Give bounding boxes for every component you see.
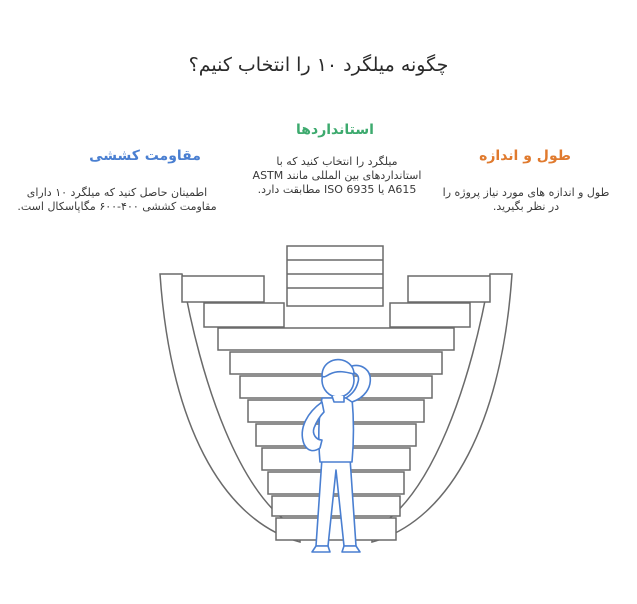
strength-description: اطمینان حاصل کنید که میلگرد ۱۰ دارای مقاومت کششی ۴۰۰-۶۰۰ مگاپاسکال است. [17, 186, 217, 213]
step-left-1 [182, 276, 264, 302]
size-description: طول و اندازه های مورد نیاز پروژه را در نظر بگیرید. [442, 186, 610, 213]
step-center-8 [272, 496, 400, 516]
diagram-title: چگونه میلگرد ۱۰ را انتخاب کنیم؟ [188, 54, 449, 76]
step-right-2 [390, 303, 470, 327]
strength-heading: مقاومت کششی [89, 148, 201, 164]
step-right-1 [408, 276, 490, 302]
step-center-9 [276, 518, 396, 540]
step-left-2 [204, 303, 284, 327]
size-heading: طول و اندازه [479, 148, 571, 164]
step-center-1 [218, 328, 454, 350]
standards-heading: استانداردها [296, 122, 374, 138]
standards-description: میلگرد را انتخاب کنید که با استانداردهای بین المللی مانند ASTM A615 یا ISO 6935 مطابقت دارد. [252, 155, 422, 196]
top-block [287, 246, 383, 306]
